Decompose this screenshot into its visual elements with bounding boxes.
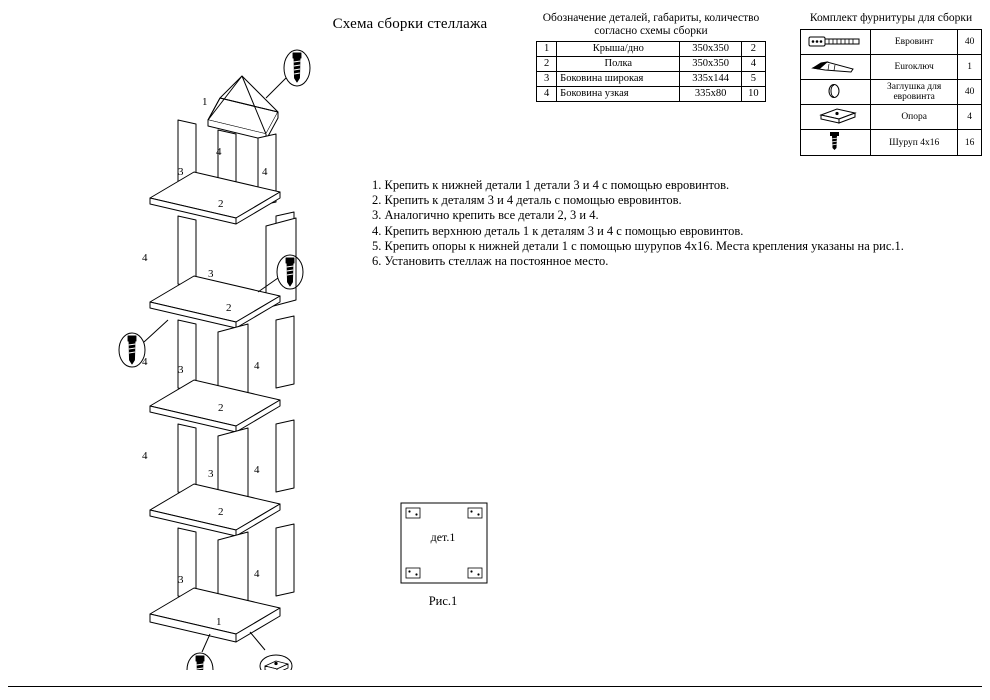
figure-caption: Рис.1 — [428, 594, 458, 608]
part-size: 350x350 — [680, 42, 741, 57]
assembly-label-4: 4 — [254, 464, 260, 476]
screw-icon — [801, 130, 871, 156]
assembly-label-4: 4 — [142, 252, 148, 264]
footer-divider — [8, 686, 982, 687]
figure-1 — [398, 500, 518, 593]
table-row — [801, 105, 982, 130]
part-num: 4 — [537, 87, 557, 102]
euro-screw-icon — [801, 30, 871, 55]
table-row — [537, 87, 766, 102]
table-row — [801, 55, 982, 80]
part-qty: 10 — [741, 87, 765, 102]
assembly-label-2: 2 — [218, 506, 224, 518]
part-qty: 4 — [741, 57, 765, 72]
instruction-item: 3. Аналогично крепить все детали 2, 3 и 4. — [372, 208, 599, 223]
assembly-label-4: 4 — [142, 450, 148, 462]
hardware-table — [800, 29, 982, 156]
table-row — [537, 72, 766, 87]
euro-key-icon — [801, 55, 871, 80]
part-num: 3 — [537, 72, 557, 87]
hardware-table-block — [800, 12, 982, 156]
instruction-item: 4. Крепить верхнюю деталь 1 к деталям 3 и 4 с помощью евровинтов. — [372, 223, 744, 238]
hardware-qty: 1 — [958, 55, 982, 80]
assembly-label-3: 3 — [208, 468, 214, 480]
part-size: 335x144 — [680, 72, 741, 87]
part-name: Крыша/дно — [557, 42, 680, 57]
instruction-item: 5. Крепить опоры к нижней детали 1 с помощью шурупов 4х16. Места крепления указаны на рис.1. — [372, 238, 904, 253]
table-row — [801, 30, 982, 55]
part-num: 1 — [537, 42, 557, 57]
figure-part-label: дет.1 — [430, 530, 456, 544]
assembly-label-3: 3 — [178, 574, 184, 586]
parts-table-caption — [536, 12, 766, 38]
part-num: 2 — [537, 57, 557, 72]
part-name: Боковина широкая — [557, 72, 680, 87]
assembly-label-4: 4 — [254, 568, 260, 580]
part-size: 335x80 — [680, 87, 741, 102]
parts-table-caption-line2: согласно схемы сборки — [594, 25, 708, 37]
table-row — [801, 80, 982, 105]
assembly-label-1: 1 — [216, 616, 222, 628]
hardware-name: Опора — [871, 105, 958, 130]
assembly-label-3: 3 — [208, 268, 214, 280]
hardware-qty: 40 — [958, 30, 982, 55]
instructions-list — [372, 178, 972, 269]
table-row — [537, 42, 766, 57]
parts-table-block — [536, 12, 766, 102]
table-row — [537, 57, 766, 72]
hardware-name: Euroключ — [871, 55, 958, 80]
assembly-label-4: 4 — [216, 146, 222, 158]
instruction-item: 6. Установить стеллаж на постоянное место. — [372, 254, 609, 269]
part-qty: 5 — [741, 72, 765, 87]
assembly-label-1: 1 — [202, 96, 208, 108]
part-name: Боковина узкая — [557, 87, 680, 102]
assembly-label-4: 4 — [254, 360, 260, 372]
assembly-label-4: 4 — [142, 356, 148, 368]
hardware-qty: 4 — [958, 105, 982, 130]
part-name: Полка — [557, 57, 680, 72]
page-title: Схема сборки стеллажа — [332, 16, 488, 32]
support-icon — [801, 105, 871, 130]
hardware-qty: 16 — [958, 130, 982, 156]
assembly-label-3: 3 — [178, 166, 184, 178]
hardware-name: Евровинт — [871, 30, 958, 55]
hardware-qty: 40 — [958, 80, 982, 105]
parts-table — [536, 41, 766, 102]
hardware-table-caption: Комплект фурнитуры для сборки — [809, 12, 973, 24]
assembly-label-3: 3 — [178, 364, 184, 376]
instruction-item: 2. Крепить к деталям 3 и 4 деталь с помощью евровинтов. — [372, 193, 682, 208]
cap-icon — [801, 80, 871, 105]
hardware-name: Заглушка для евровинта — [871, 80, 958, 105]
instruction-item: 1. Крепить к нижней детали 1 детали 3 и 4 с помощью евровинтов. — [372, 178, 730, 192]
assembly-label-2: 2 — [218, 402, 224, 414]
assembly-drawing — [90, 20, 350, 675]
part-qty: 2 — [741, 42, 765, 57]
assembly-label-2: 2 — [226, 302, 232, 314]
parts-table-caption-line1: Обозначение деталей, габариты, количество — [542, 12, 760, 24]
part-size: 350x350 — [680, 57, 741, 72]
assembly-label-4: 4 — [262, 166, 268, 178]
assembly-label-2: 2 — [218, 198, 224, 210]
hardware-name: Шуруп 4x16 — [871, 130, 958, 156]
table-row — [801, 130, 982, 156]
